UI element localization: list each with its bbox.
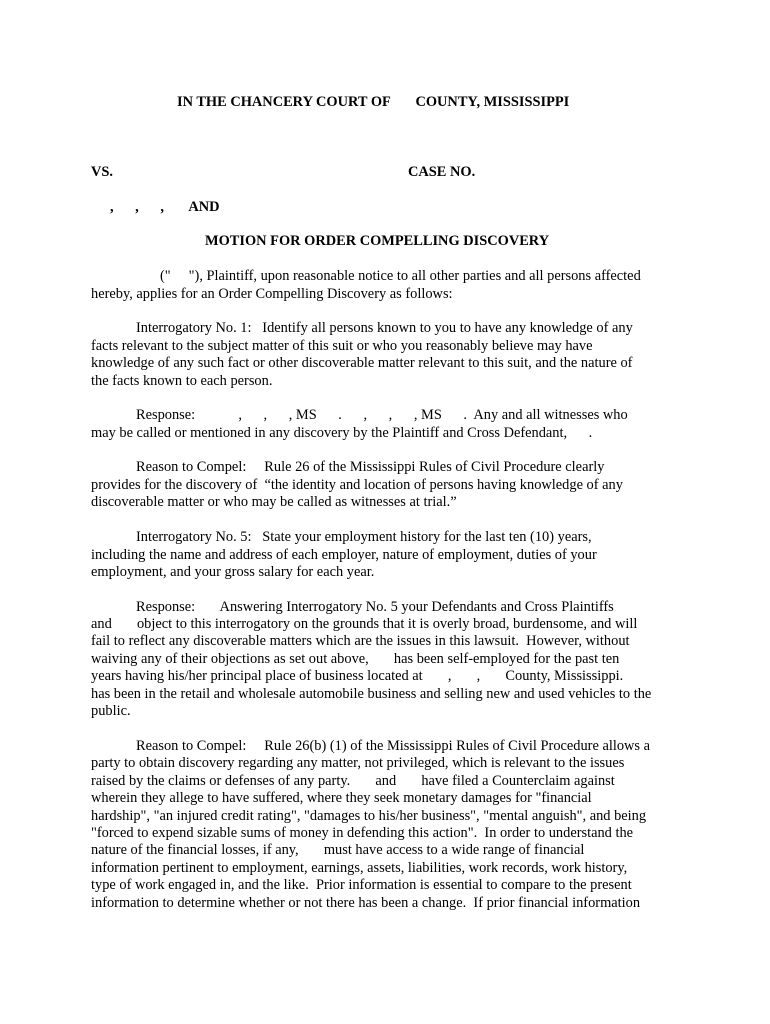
- response-5-line: has been in the retail and wholesale automobile business and selling new and used vehicles to the: [91, 686, 652, 702]
- response-5-line: waiving any of their objections as set out above, has been self-employed for the past ten: [91, 651, 620, 667]
- motion-title: MOTION FOR ORDER COMPELLING DISCOVERY: [205, 233, 550, 249]
- intro-line: (" "), Plaintiff, upon reasonable notice to all other parties and all persons affected: [160, 268, 641, 284]
- interrogatory-1-line: the facts known to each person.: [91, 373, 273, 389]
- reason-1-line: provides for the discovery of “the identity and location of persons having knowledge of any: [91, 477, 623, 493]
- reason-1-line: Reason to Compel: Rule 26 of the Mississippi Rules of Civil Procedure clearly: [136, 459, 605, 475]
- interrogatory-1-line: facts relevant to the subject matter of this suit or who you reasonably believe may have: [91, 338, 593, 354]
- interrogatory-5-line: including the name and address of each employer, nature of employment, duties of your: [91, 547, 597, 563]
- case-number-label: CASE NO.: [408, 164, 476, 180]
- reason-5-line: nature of the financial losses, if any, must have access to a wide range of financial: [91, 842, 585, 858]
- reason-5-line: party to obtain discovery regarding any matter, not privileged, which is relevant to the issues: [91, 755, 625, 771]
- party-names: , , , AND: [110, 199, 220, 215]
- reason-5-line: wherein they allege to have suffered, where they seek monetary damages for "financial: [91, 790, 592, 806]
- court-title: IN THE CHANCERY COURT OF COUNTY, MISSISSIPPI: [177, 94, 570, 110]
- intro-line: hereby, applies for an Order Compelling Discovery as follows:: [91, 286, 453, 302]
- reason-5-line: information pertinent to employment, earnings, assets, liabilities, work records, work history,: [91, 860, 628, 876]
- reason-5-line: "forced to expend sizable sums of money in defending this action". In order to understand the: [91, 825, 634, 841]
- response-5-line: and object to this interrogatory on the grounds that it is overly broad, burdensome, and will: [91, 616, 638, 632]
- response-5-line: years having his/her principal place of business located at , , County, Mississippi.: [91, 668, 624, 684]
- interrogatory-1-line: knowledge of any such fact or other discoverable matter relevant to this suit, and the nature of: [91, 355, 633, 371]
- reason-5-line: information to determine whether or not there has been a change. If prior financial information: [91, 895, 641, 911]
- interrogatory-5-line: employment, and your gross salary for each year.: [91, 564, 375, 580]
- response-5-line: Response: Answering Interrogatory No. 5 your Defendants and Cross Plaintiffs: [136, 599, 614, 615]
- response-1-line: Response: , , , MS . , , , MS . Any and all witnesses who: [136, 407, 628, 423]
- response-5-line: public.: [91, 703, 131, 719]
- response-1-line: may be called or mentioned in any discovery by the Plaintiff and Cross Defendant, .: [91, 425, 593, 441]
- reason-5-line: raised by the claims or defenses of any party. and have filed a Counterclaim against: [91, 773, 615, 789]
- response-5-line: fail to reflect any discoverable matters which are the issues in this lawsuit. However, without: [91, 633, 630, 649]
- reason-5-line: hardship", "an injured credit rating", "damages to his/her business", "mental anguish", and being: [91, 808, 647, 824]
- vs-label: VS.: [91, 164, 113, 180]
- reason-5-line: Reason to Compel: Rule 26(b) (1) of the Mississippi Rules of Civil Procedure allows a: [136, 738, 651, 754]
- reason-1-line: discoverable matter or who may be called as witnesses at trial.”: [91, 494, 457, 510]
- interrogatory-5-line: Interrogatory No. 5: State your employment history for the last ten (10) years,: [136, 529, 592, 545]
- interrogatory-1-line: Interrogatory No. 1: Identify all persons known to you to have any knowledge of any: [136, 320, 633, 336]
- reason-5-line: type of work engaged in, and the like. Prior information is essential to compare to the present: [91, 877, 632, 893]
